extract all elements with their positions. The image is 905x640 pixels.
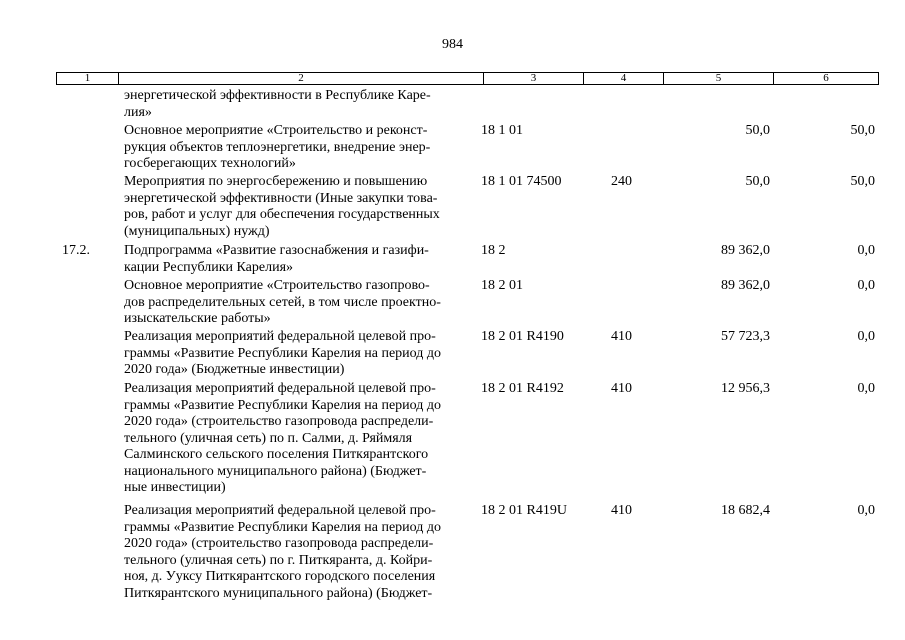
row-sum-2: 50,0 — [850, 174, 875, 189]
row-sum-2: 0,0 — [857, 329, 875, 344]
row-name: энергетической эффективности в Республике Каре- лия» — [124, 88, 431, 120]
row-name: Подпрограмма «Развитие газоснабжения и газифи- кации Республики Карелия» — [124, 243, 429, 275]
row-code: 18 1 01 74500 — [481, 174, 562, 189]
row-sum-1: 12 956,3 — [721, 381, 770, 396]
row-sum-1: 89 362,0 — [721, 278, 770, 293]
row-sum-1: 18 682,4 — [721, 503, 770, 518]
row-code: 18 2 01 — [481, 278, 523, 293]
column-header-3: 3 — [484, 73, 584, 85]
column-header-4: 4 — [584, 73, 664, 85]
row-expense-type: 410 — [611, 381, 632, 396]
column-header-row — [57, 73, 879, 85]
column-header-1: 1 — [57, 73, 119, 85]
page-number: 984 — [442, 37, 463, 52]
column-header-2: 2 — [119, 73, 484, 85]
row-name: Мероприятия по энергосбережению и повышению энергетической эффективности (Иные закупки това- ров, работ и услуг для обеспечения государственных (муниципальных) нужд) — [124, 174, 440, 239]
row-name: Основное мероприятие «Строительство и реконст- рукция объектов теплоэнергетики, внедрение энер- госберегающих технологий» — [124, 123, 431, 171]
column-header-6: 6 — [774, 73, 879, 85]
row-name: Реализация мероприятий федеральной целевой про- граммы «Развитие Республики Карелия на период до 2020 года» (строительство газопровода распредели- тельного (уличная сеть) по г. Питкяранта, д. Койри- ноя, д. Ууксу Питкярантского городского поселения Питкярантского муниципального района) (Бюджет- — [124, 503, 442, 601]
row-sum-1: 50,0 — [745, 174, 770, 189]
row-number: 17.2. — [62, 243, 90, 258]
row-code: 18 2 — [481, 243, 506, 258]
row-code: 18 1 01 — [481, 123, 523, 138]
row-sum-2: 0,0 — [857, 278, 875, 293]
row-code: 18 2 01 R419U — [481, 503, 567, 518]
row-name: Реализация мероприятий федеральной целевой про- граммы «Развитие Республики Карелия на период до 2020 года» (Бюджетные инвестиции) — [124, 329, 442, 377]
row-sum-1: 50,0 — [745, 123, 770, 138]
row-code: 18 2 01 R4190 — [481, 329, 564, 344]
row-name: Основное мероприятие «Строительство газопрово- дов распределительных сетей, в том числе проектно- изыскательские работы» — [124, 278, 441, 326]
row-sum-2: 0,0 — [857, 503, 875, 518]
column-header-5: 5 — [664, 73, 774, 85]
row-sum-2: 0,0 — [857, 243, 875, 258]
row-sum-2: 50,0 — [850, 123, 875, 138]
row-sum-1: 89 362,0 — [721, 243, 770, 258]
row-name: Реализация мероприятий федеральной целевой про- граммы «Развитие Республики Карелия на период до 2020 года» (строительство газопровода распредели- тельного (уличная сеть) по п. Салми, д. Ряймяля Салминского сельского поселения Питкярантского национального муниципального района) (Бюджет- ные инвестиции) — [124, 381, 442, 495]
row-code: 18 2 01 R4192 — [481, 381, 564, 396]
row-expense-type: 410 — [611, 503, 632, 518]
row-expense-type: 240 — [611, 174, 632, 189]
column-header-table — [56, 72, 879, 85]
row-expense-type: 410 — [611, 329, 632, 344]
row-sum-1: 57 723,3 — [721, 329, 770, 344]
row-sum-2: 0,0 — [857, 381, 875, 396]
